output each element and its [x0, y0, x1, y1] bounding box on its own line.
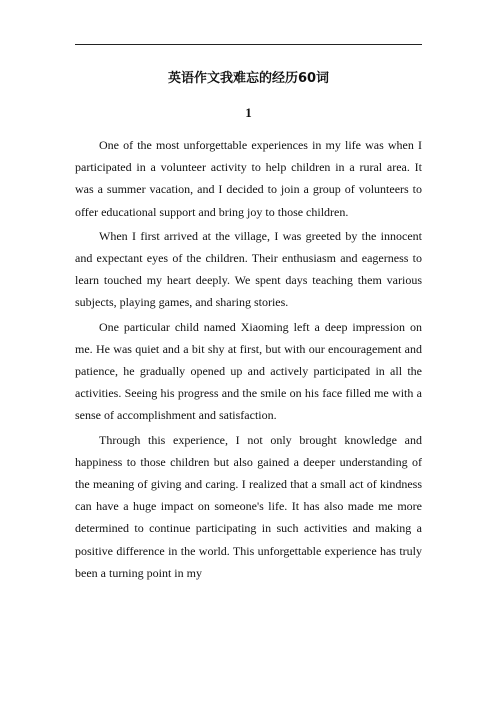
header-rule — [75, 44, 422, 45]
paragraph-1: One of the most unforgettable experiences in my life was when I participated in a volunteer activity to help children in a rural area. It was a summer vacation, and I decided to join a group of volunteers to offer educational support and bring joy to those children. — [75, 138, 422, 219]
section-number: 1 — [245, 105, 252, 120]
document-title: 英语作文我难忘的经历60词 — [167, 71, 330, 86]
paragraph-3: One particular child named Xiaoming left a deep impression on me. He was quiet and a bit shy at first, but with our encouragement and patience, he gradually opened up and actively participated in all the activities. Seeing his progress and the smile on his face filled me with a sense of accomplishment and satisfaction. — [75, 319, 422, 423]
paragraph-4: Through this experience, I not only brought knowledge and happiness to those children but also gained a deeper understanding of the meaning of giving and caring. I realized that a small act of kindness can have a huge impact on someone's life. It has also made me more determined to continue participating in such activities and making a positive difference in the world. This unforgettable experience has truly been a turning point in my — [75, 432, 422, 580]
paragraph-2: When I first arrived at the village, I was greeted by the innocent and expectant eyes of the children. Their enthusiasm and eagerness to learn touched my heart deeply. We spent days teaching them various subjects, playing games, and sharing stories. — [75, 228, 422, 310]
essay-body — [75, 134, 422, 586]
